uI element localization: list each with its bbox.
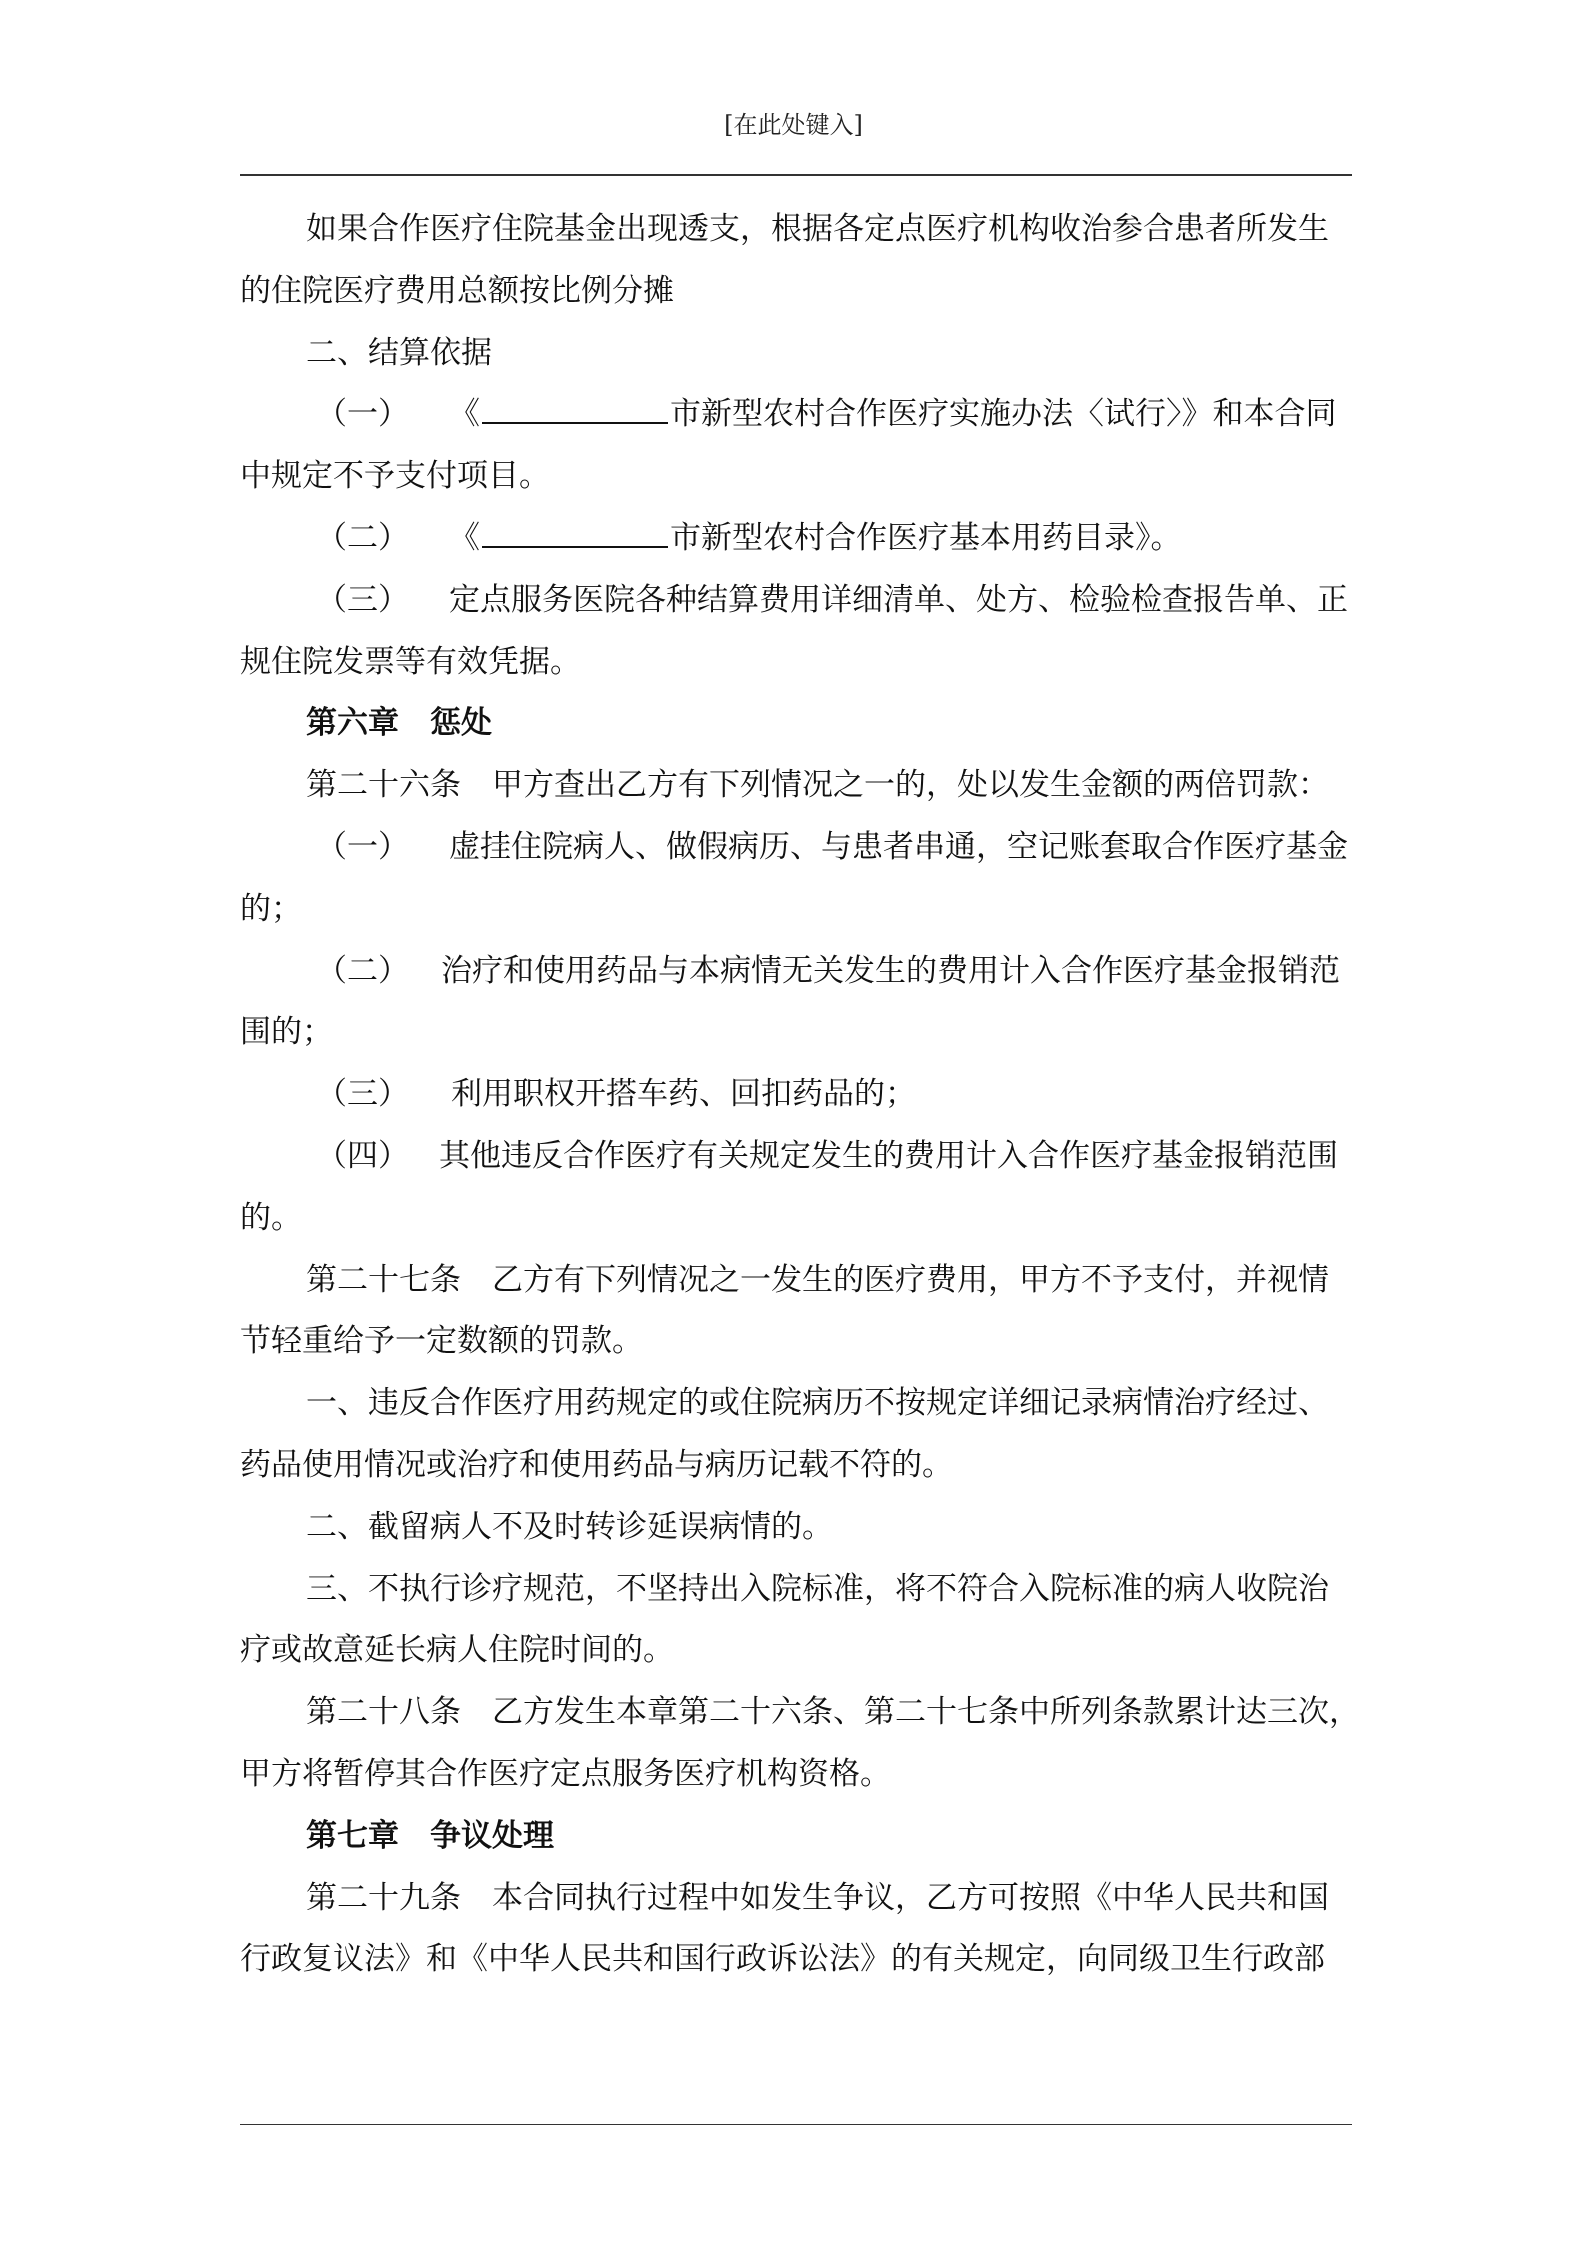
quote-open: 《: [449, 519, 480, 556]
list-text: 利用职权开搭车药、回扣药品的；: [451, 1076, 916, 1113]
paragraph-line: 疗或故意延长病人住院时间的。: [240, 1632, 674, 1669]
document-body: [240, 199, 1360, 1991]
paragraph-line: 节轻重给予一定数额的罚款。: [240, 1323, 643, 1360]
fill-in-blank: [482, 394, 668, 424]
paragraph-line: 如果合作医疗住院基金出现透支，根据各定点医疗机构收治参合患者所发生: [306, 211, 1329, 247]
paragraph-line: 围的；: [240, 1014, 333, 1051]
article-line: 第二十八条 乙方发生本章第二十六条、第二十七条中所列条款累计达三次，: [306, 1694, 1360, 1731]
paragraph-line: 二、截留病人不及时转诊延误病情的。: [306, 1508, 833, 1545]
list-text: 虚挂住院病人、做假病历、与患者串通，空记账套取合作医疗基金: [449, 828, 1348, 865]
paragraph-line: 中规定不予支付项目。: [240, 458, 550, 495]
list-text: 定点服务医院各种结算费用详细清单、处方、检验检查报告单、正: [449, 581, 1348, 618]
list-marker: （三）: [316, 1076, 409, 1113]
list-marker: （二）: [316, 952, 409, 989]
paragraph-line: 规住院发票等有效凭据。: [240, 643, 581, 680]
paragraph-line: 的；: [240, 890, 302, 927]
list-text: 其他违反合作医疗有关规定发生的费用计入合作医疗基金报销范围: [439, 1137, 1338, 1174]
list-item: [240, 508, 1352, 570]
list-marker: （一）: [316, 828, 409, 865]
list-item: [240, 570, 1352, 632]
paragraph-line: 的住院医疗费用总额按比例分摊: [240, 272, 674, 309]
list-item: [240, 1064, 1352, 1126]
footer-rule: [240, 2124, 1352, 2125]
list-marker: （四）: [316, 1137, 409, 1174]
article-line: 第二十九条 本合同执行过程中如发生争议，乙方可按照《中华人民共和国: [306, 1879, 1329, 1916]
header-rule: [240, 174, 1352, 176]
paragraph-line: 行政复议法》和《中华人民共和国行政诉讼法》的有关规定，向同级卫生行政部: [240, 1941, 1325, 1978]
paragraph-line: 的。: [240, 1199, 302, 1236]
list-marker: （二）: [316, 519, 409, 556]
list-marker: （三）: [316, 581, 409, 618]
article-line: 第二十六条 甲方查出乙方有下列情况之一的，处以发生金额的两倍罚款：: [306, 767, 1329, 804]
list-item: [240, 1126, 1352, 1188]
fill-in-blank: [482, 518, 668, 548]
section-heading: 二、结算依据: [306, 334, 492, 371]
list-marker: （一）: [316, 396, 409, 433]
list-item: [240, 941, 1352, 1003]
paragraph-line: 一、违反合作医疗用药规定的或住院病历不按规定详细记录病情治疗经过、: [306, 1385, 1329, 1422]
quote-open: 《: [449, 396, 480, 433]
list-text: 治疗和使用药品与本病情无关发生的费用计入合作医疗基金报销范: [441, 952, 1340, 989]
chapter-heading: 第七章 争议处理: [306, 1817, 554, 1854]
article-line: 第二十七条 乙方有下列情况之一发生的医疗费用，甲方不予支付，并视情: [306, 1261, 1329, 1298]
list-item: [240, 817, 1352, 879]
page-header: [在此处键入]: [724, 111, 863, 139]
paragraph-line: 甲方将暂停其合作医疗定点服务医疗机构资格。: [240, 1755, 891, 1792]
list-text: 市新型农村合作医疗基本用药目录》。: [670, 519, 1182, 556]
chapter-heading: 第六章 惩处: [306, 705, 492, 742]
list-text: 市新型农村合作医疗实施办法〈试行〉》和本合同: [670, 396, 1337, 433]
list-item: [240, 384, 1352, 446]
paragraph-line: 药品使用情况或治疗和使用药品与病历记载不符的。: [240, 1446, 953, 1483]
paragraph-line: 三、不执行诊疗规范，不坚持出入院标准，将不符合入院标准的病人收院治: [306, 1570, 1329, 1607]
